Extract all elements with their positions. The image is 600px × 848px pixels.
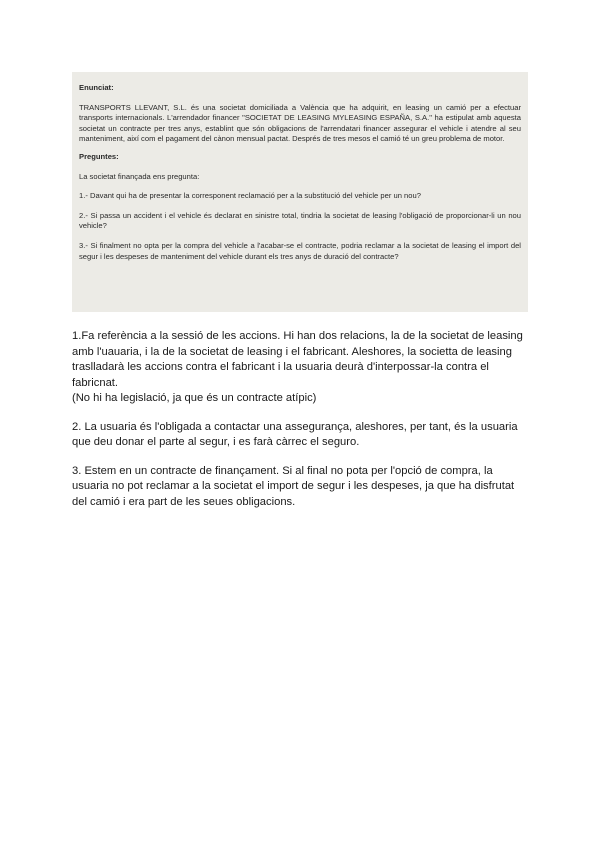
question-2: 2.- Si passa un accident i el vehicle és declarat en sinistre total, tindria la societat de leasing l'obligació de proporcionar-li un nou vehicle?: [79, 210, 521, 231]
answer-2-line: 2. La usuaria és l'obligada a contactar una assegurança, aleshores, per tant, és la usuaria: [72, 420, 518, 433]
answer-1-line: amb l'uauaria, i la de la societat de leasing i el fabricant. Aleshores, la societta de leasing: [72, 345, 512, 358]
answer-3-line: 3. Estem en un contracte de finançament. Si al final no pota per l'opció de compra, la: [72, 464, 493, 477]
answer-3-line: del camió i era part de les seues obligacions.: [72, 495, 296, 508]
questions-heading: Preguntes:: [79, 151, 119, 161]
statement-box: [72, 72, 528, 312]
answer-1-line: traslladarà les accions contra el fabricant i la usuaria deurà d'interpossar-la contra el: [72, 361, 489, 373]
statement-heading: Enunciat:: [79, 83, 114, 92]
answer-1-line: fabricnat.: [72, 376, 119, 389]
questions-intro: La societat finançada ens pregunta:: [79, 171, 200, 181]
statement-paragraph: TRANSPORTS LLEVANT, S.L. és una societat domiciliada a València que ha adquirit, en leasing un camió per a efectuar transports internacionals. L'arrendador financer "SOCIETAT DE LEASING MYLEASING ESPAÑA, S.A." ha estipulat amb aquesta societat un contracte per tres anys, establint que són obligacions de l'arrendatari financer assegurar el vehicle i atendre al seu manteniment, així com el pagament del cànon mensual pactat. Després de tres mesos el camió té un greu problema de motor.: [79, 102, 521, 144]
answer-1: [72, 329, 528, 407]
question-1: 1.- Davant qui ha de presentar la corresponent reclamació per a la substitució del vehicle per un nou?: [79, 191, 421, 201]
answers-section: [72, 329, 528, 523]
answer-2-line: que deu donar el parte al segur, i es farà càrrec el seguro.: [72, 436, 360, 448]
question-3: 3.- Si finalment no opta per la compra del vehicle a l'acabar-se el contracte, podria reclamar a la societat de leasing el import del segur i les despeses de manteniment del vehicle durant els tres anys de duració del contracte?: [79, 240, 521, 261]
answer-1-line: (No hi ha legislació, ja que és un contracte atípic): [72, 392, 317, 404]
answer-1-line: 1.Fa referència a la sessió de les accions. Hi han dos relacions, la de la societat de leasing: [72, 330, 523, 342]
answer-2: [72, 420, 528, 451]
answer-3: [72, 464, 528, 511]
answer-3-line: usuaria no pot reclamar a la societat el import de segur i les despeses, ja que ha disfrutat: [72, 480, 515, 492]
